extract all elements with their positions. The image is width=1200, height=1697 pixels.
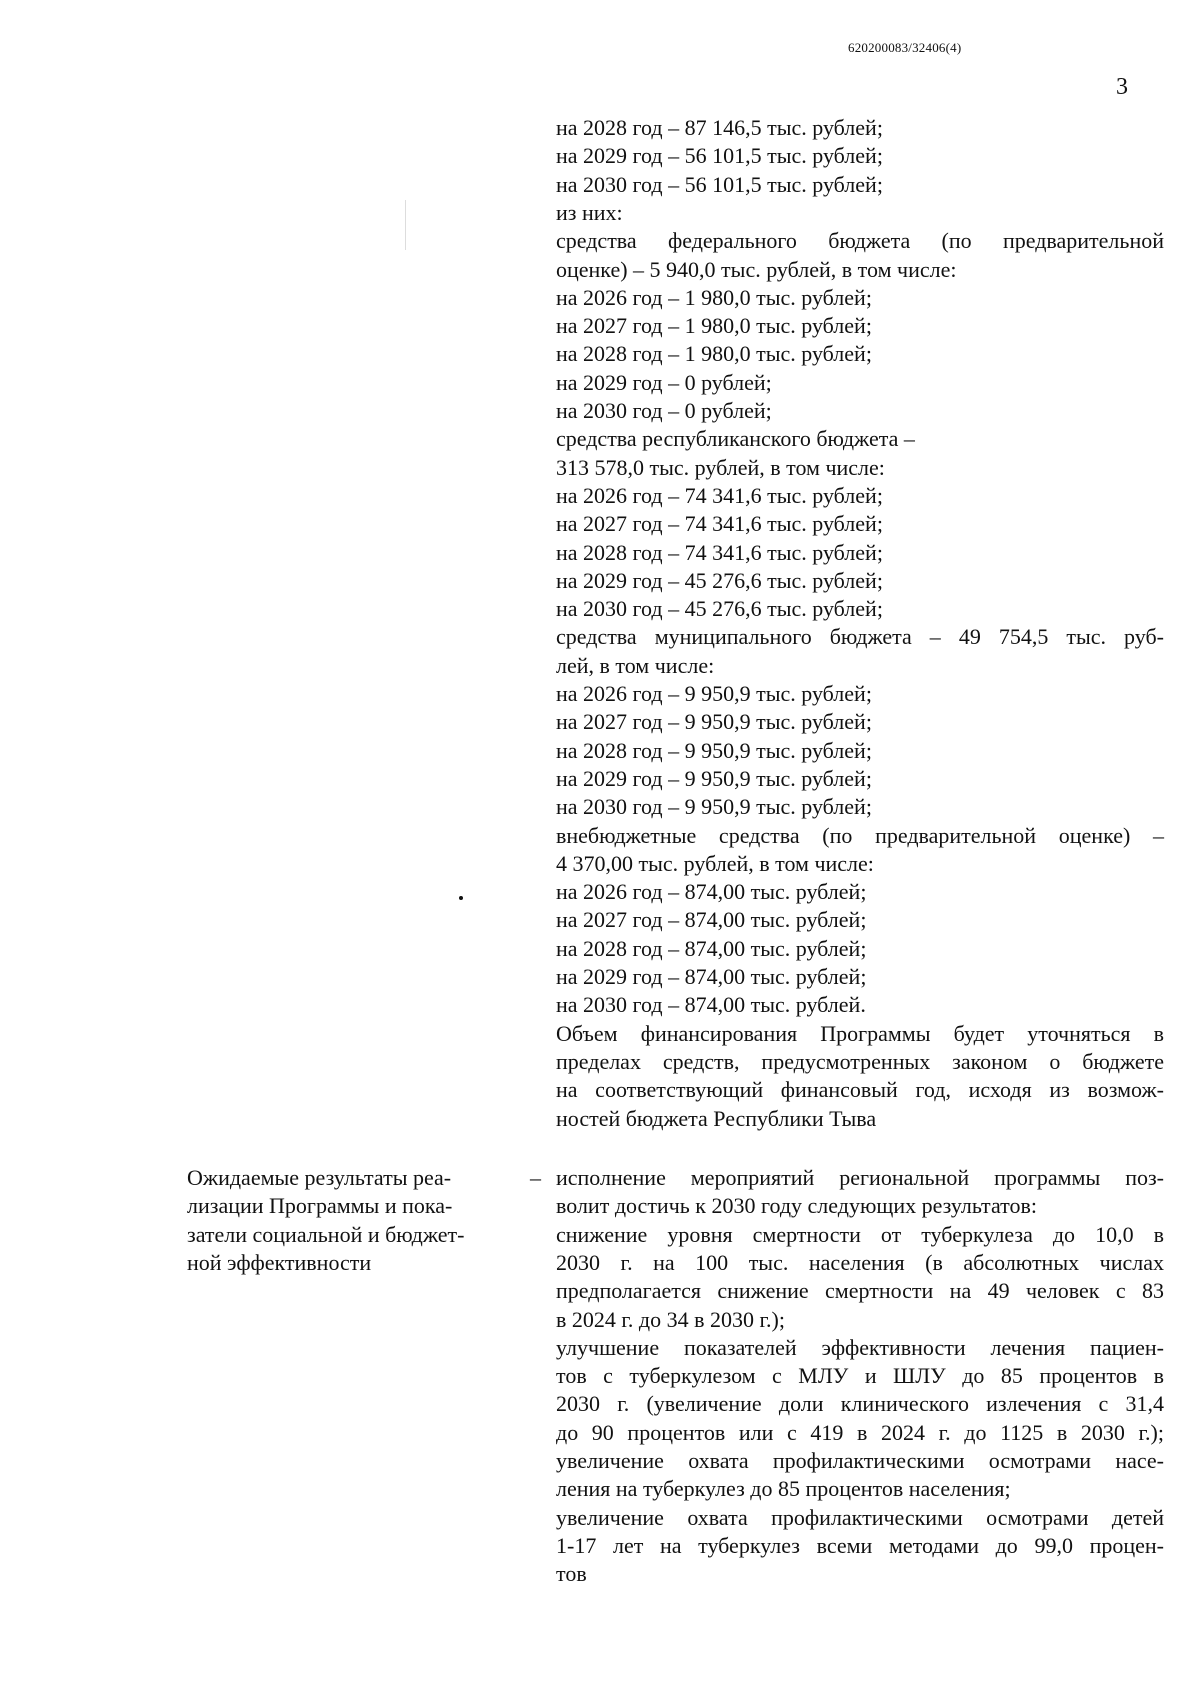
funding-line: на 2028 год – 1 980,0 тыс. рублей; [556,341,872,367]
results-text-line: улучшение показателей эффективности лечения пациен- [556,1334,1164,1360]
results-label-line: ной эффективности [187,1249,372,1275]
funding-line: 4 370,00 тыс. рублей, в том числе: [556,850,874,876]
results-text-line: 2030 г. (увеличение доли клинического излечения с 31,4 [556,1391,1164,1417]
funding-line: на 2029 год – 874,00 тыс. рублей; [556,964,867,989]
results-text-line: волит достичь к 2030 году следующих результатов: [556,1193,1037,1219]
funding-line: средства федерального бюджета (по предварительной [556,228,1164,254]
results-dash: – [530,1165,541,1190]
results-text-line: ления на туберкулез до 85 процентов населения; [556,1476,1011,1502]
results-text-line: предполагается снижение смертности на 49 человек с 83 [556,1278,1164,1304]
funding-line: на 2028 год – 9 950,9 тыс. рублей; [556,737,872,763]
funding-line: на 2026 год – 9 950,9 тыс. рублей; [556,681,872,706]
funding-line: на 2027 год – 74 341,6 тыс. рублей; [556,511,883,537]
results-text-line: увеличение охвата профилактическими осмотрами детей [556,1504,1164,1530]
funding-line: внебюджетные средства (по предварительной оценке) – [556,822,1164,848]
results-text-line: 2030 г. на 100 тыс. населения (в абсолютных числах [556,1249,1164,1275]
scan-dot [459,896,463,900]
funding-line: оценке) – 5 940,0 тыс. рублей, в том числе: [556,256,957,282]
funding-line: на 2026 год – 74 341,6 тыс. рублей; [556,482,883,508]
results-label-line: Ожидаемые результаты реа- [187,1165,452,1190]
funding-line: на 2029 год – 45 276,6 тыс. рублей; [556,567,883,593]
results-label-line: лизации Программы и пока- [187,1193,453,1219]
funding-line: на 2030 год – 9 950,9 тыс. рублей; [556,794,872,820]
funding-line: 313 578,0 тыс. рублей, в том числе: [556,454,885,480]
funding-line: средства республиканского бюджета – [556,426,915,452]
funding-line: на 2028 год – 74 341,6 тыс. рублей; [556,539,883,565]
results-label-line: затели социальной и бюджет- [187,1221,465,1247]
funding-line: на 2027 год – 874,00 тыс. рублей; [556,907,867,933]
results-text-line: снижение уровня смертности от туберкулеза до 10,0 в [556,1221,1164,1247]
funding-line: из них: [556,199,623,225]
results-text-line: до 90 процентов или с 419 в 2024 г. до 1125 в 2030 г.); [556,1419,1164,1445]
funding-line: на 2027 год – 1 980,0 тыс. рублей; [556,313,872,339]
funding-line: на 2026 год – 1 980,0 тыс. рублей; [556,284,872,310]
results-text-line: тов с туберкулезом с МЛУ и ШЛУ до 85 процентов в [556,1363,1164,1389]
funding-line: на соответствующий финансовый год, исходя из возмож- [556,1077,1164,1103]
funding-line: на 2027 год – 9 950,9 тыс. рублей; [556,709,872,735]
funding-line: ностей бюджета Республики Тыва [556,1105,877,1131]
funding-line: пределах средств, предусмотренных законом о бюджете [556,1048,1164,1074]
funding-line: на 2029 год – 0 рублей; [556,369,772,395]
funding-line: на 2029 год – 9 950,9 тыс. рублей; [556,765,872,791]
results-text-line: увеличение охвата профилактическими осмотрами насе- [556,1448,1164,1473]
results-text-line: 1-17 лет на туберкулез всеми методами до 99,0 процен- [556,1532,1164,1558]
funding-line: средства муниципального бюджета – 49 754,5 тыс. руб- [556,624,1164,650]
funding-line: Объем финансирования Программы будет уточняться в [556,1020,1164,1046]
funding-line: на 2029 год – 56 101,5 тыс. рублей; [556,143,883,169]
funding-line: лей, в том числе: [556,652,715,678]
funding-line: на 2028 год – 874,00 тыс. рублей; [556,935,867,961]
results-text-line: тов [556,1561,587,1587]
funding-line: на 2030 год – 45 276,6 тыс. рублей; [556,596,883,622]
scan-artifact [405,200,406,250]
document-code: 620200083/32406(4) [848,40,962,55]
funding-line: на 2030 год – 0 рублей; [556,398,772,423]
results-text-line: исполнение мероприятий региональной программы поз- [556,1165,1164,1190]
page-number: 3 [1116,74,1128,100]
funding-line: на 2026 год – 874,00 тыс. рублей; [556,879,867,905]
funding-line: на 2030 год – 56 101,5 тыс. рублей; [556,171,883,197]
funding-line: на 2028 год – 87 146,5 тыс. рублей; [556,115,883,140]
funding-line: на 2030 год – 874,00 тыс. рублей. [556,992,866,1018]
results-text-line: в 2024 г. до 34 в 2030 г.); [556,1306,785,1332]
